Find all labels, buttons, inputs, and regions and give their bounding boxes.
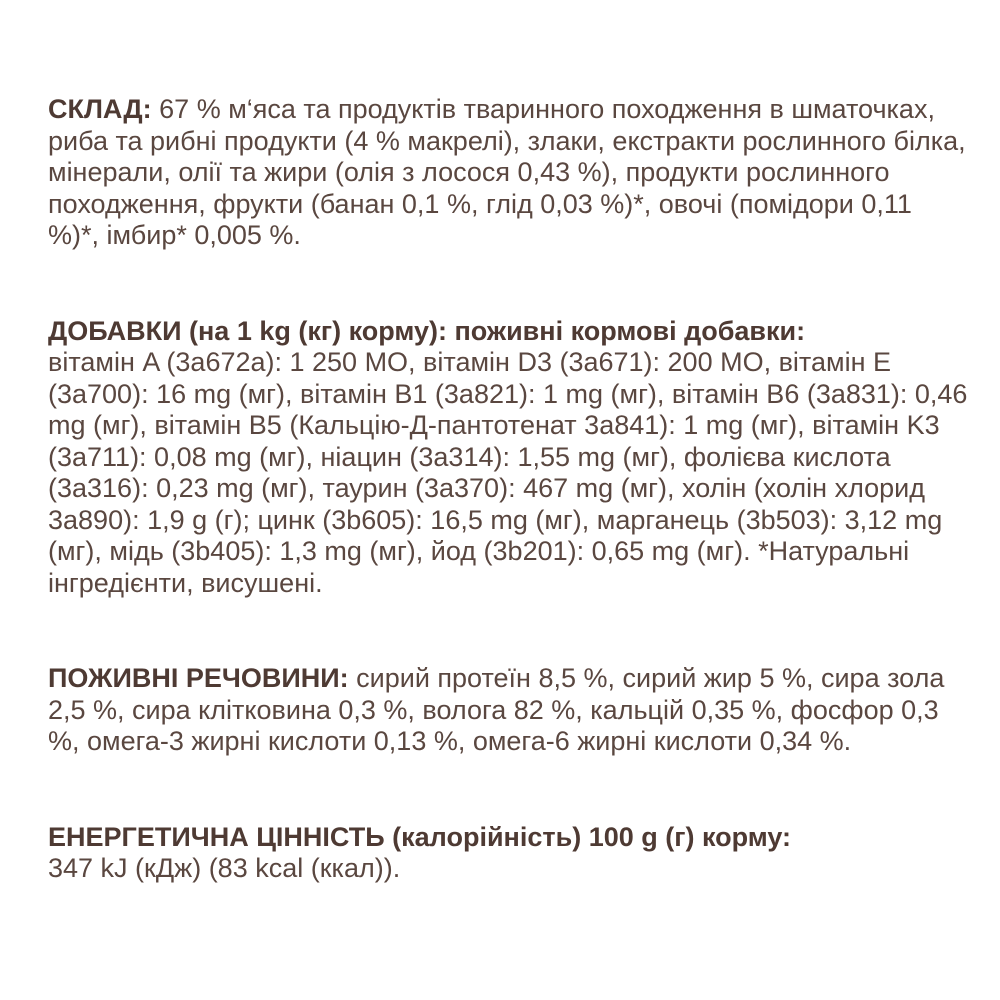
additives-heading: ДОБАВКИ (на 1 kg (кг) корму): поживні кормові добавки: — [48, 315, 806, 346]
label-content — [48, 94, 968, 885]
energy-section — [48, 822, 968, 885]
energy-heading: ЕНЕРГЕТИЧНА ЦІННІСТЬ (калорійність) 100 g (г) корму: — [48, 821, 792, 852]
nutrients-heading: ПОЖИВНІ РЕЧОВИНИ: — [48, 663, 349, 693]
composition-section — [48, 94, 968, 252]
additives-text: вітамін A (3a672a): 1 250 МО, вітамін D3 (3a671): 200 МО, вітамін E (3a700): 16 mg (мг), вітамін B1 (3a821): 1 mg (мг), вітамін B6 (3a831): 0,46 mg (мг), вітамін B5 (Кальцію-Д-пантотенат 3a841): 1 mg (мг), вітамін K3 (3a711): 0,08 mg (мг), ніацин (3a314): 1,55 mg (мг), фолієва кислота (3a316): 0,23 mg (мг), таурин (3a370): 467 mg (мг), холін (холін хлорид 3a890): 1,9 g (г); цинк (3b605): 16,5 mg (мг), марганець (3b503): 3,12 mg (мг), мідь (3b405): 1,3 mg (мг), йод (3b201): 0,65 mg (мг). *Натуральні інгредієнти, висушені. — [48, 347, 968, 598]
composition-text: 67 % м‘яса та продуктів тваринного походження в шматочках, риба та рибні продукти (4 % макрелі), злаки, екстракти рослинного білка, мінерали, олії та жири (олія з лосося 0,43 %), продукти рослинного походження, фрукти (банан 0,1 %, глід 0,03 %)*, овочі (помідори 0,11 %)*, імбир* 0,005 %. — [48, 94, 966, 250]
nutrients-text: сирий протеїн 8,5 %, сирий жир 5 %, сира зола 2,5 %, сира клітковина 0,3 %, волога 82 %, кальцій 0,35 %, фосфор 0,3 %, омега-3 жирні кислоти 0,13 %, омега-6 жирні кислоти 0,34 %. — [48, 663, 945, 756]
nutrients-section — [48, 663, 968, 758]
additives-section — [48, 316, 968, 600]
composition-heading: СКЛАД: — [48, 94, 152, 124]
energy-text: 347 kJ (кДж) (83 kcal (ккал)). — [48, 853, 401, 883]
